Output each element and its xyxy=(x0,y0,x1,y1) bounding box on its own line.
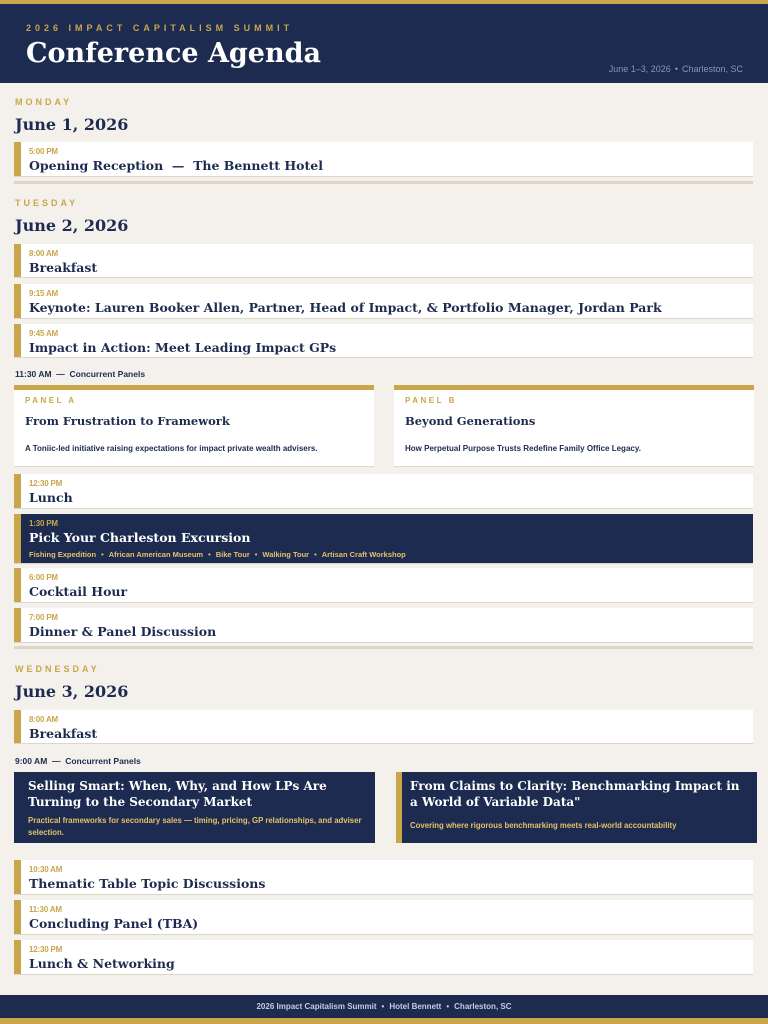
day-label-monday: MONDAY xyxy=(15,97,73,107)
panel-title: Selling Smart: When, Why, and How LPs Are Turning to the Secondary Market xyxy=(28,779,327,809)
agenda-item-dinner xyxy=(14,608,753,642)
agenda-item-lunch-networking xyxy=(14,940,753,974)
event-location: Charleston, SC xyxy=(681,64,743,74)
agenda-item-opening-reception xyxy=(14,142,753,176)
agenda-item-impact-in-action xyxy=(14,324,753,357)
item-title: Cocktail Hour xyxy=(29,584,128,599)
excursion-option: Fishing Expedition xyxy=(29,550,97,559)
agenda-item-cocktail-hour xyxy=(14,568,753,602)
item-time: 6:00 PM xyxy=(29,573,58,582)
item-title: Lunch & Networking xyxy=(29,956,175,971)
bottom-accent-rule xyxy=(0,1018,768,1024)
agenda-item-concluding-panel xyxy=(14,900,753,934)
separator-dot: • xyxy=(208,550,211,559)
day-divider xyxy=(14,181,753,184)
item-time: 12:30 PM xyxy=(29,479,63,488)
header-meta xyxy=(609,64,743,74)
excursion-option: Artisan Craft Workshop xyxy=(321,550,406,559)
panel-description: How Perpetual Purpose Trusts Redefine Family Office Legacy. xyxy=(405,444,641,453)
item-time: 7:00 PM xyxy=(29,613,58,622)
item-title: Breakfast xyxy=(29,726,98,741)
panel-benchmarking-impact xyxy=(396,772,757,843)
page-title: Conference Agenda xyxy=(26,38,321,69)
item-time: 1:30 PM xyxy=(29,519,58,528)
footer-venue: Hotel Bennett xyxy=(389,1002,442,1011)
page-footer xyxy=(0,995,768,1018)
separator-dot: • xyxy=(314,550,317,559)
item-title: Thematic Table Topic Discussions xyxy=(29,876,266,891)
panel-description: A Toniic-led initiative raising expectations for impact private wealth advisers. xyxy=(25,444,318,453)
agenda-item-breakfast xyxy=(14,244,753,277)
item-time: 9:45 AM xyxy=(29,329,58,338)
concurrent-panels-heading: 9:00 AM — Concurrent Panels xyxy=(15,756,141,766)
item-time: 5:00 PM xyxy=(29,147,58,156)
agenda-item-lunch xyxy=(14,474,753,508)
day-label-wednesday: WEDNESDAY xyxy=(15,664,100,674)
item-title: Dinner & Panel Discussion xyxy=(29,624,217,639)
item-title: Impact in Action: Meet Leading Impact GPs xyxy=(29,340,337,355)
agenda-item-excursion xyxy=(14,514,753,563)
panel-title: Beyond Generations xyxy=(405,414,536,428)
panel-a-card xyxy=(14,385,374,466)
agenda-item-breakfast xyxy=(14,710,753,743)
panel-description: Practical frameworks for secondary sales — timing, pricing, GP relationships, and adviser selection. xyxy=(28,816,362,837)
separator-dot: • xyxy=(101,550,104,559)
panel-title: From Frustration to Framework xyxy=(25,414,230,428)
panel-secondary-market xyxy=(14,772,375,843)
item-title: Keynote: Lauren Booker Allen, Partner, Head of Impact, & Portfolio Manager, Jordan Park xyxy=(29,300,662,315)
panel-label: PANEL A xyxy=(25,396,77,405)
panel-title: From Claims to Clarity: Benchmarking Impact in a World of Variable Data" xyxy=(410,779,740,809)
separator-dot: • xyxy=(446,1002,450,1011)
day-date-monday: June 1, 2026 xyxy=(15,115,129,134)
panel-b-card xyxy=(394,385,754,466)
footer-event: 2026 Impact Capitalism Summit xyxy=(256,1002,377,1011)
item-title: Pick Your Charleston Excursion xyxy=(29,530,251,545)
concurrent-panels-heading: 11:30 AM — Concurrent Panels xyxy=(15,369,146,379)
item-time: 11:30 AM xyxy=(29,905,62,914)
item-time: 9:15 AM xyxy=(29,289,58,298)
day-date-wednesday: June 3, 2026 xyxy=(15,682,129,701)
item-time: 8:00 AM xyxy=(29,715,58,724)
footer-city: Charleston, SC xyxy=(454,1002,512,1011)
day-label-tuesday: TUESDAY xyxy=(15,198,79,208)
item-title: Concluding Panel (TBA) xyxy=(29,916,199,931)
item-title: Lunch xyxy=(29,490,73,505)
separator-dot: • xyxy=(254,550,258,559)
panel-description: Covering where rigorous benchmarking meets real-world accountability xyxy=(410,821,677,830)
item-title: Breakfast xyxy=(29,260,98,275)
item-time: 8:00 AM xyxy=(29,249,58,258)
agenda-item-table-topics xyxy=(14,860,753,894)
page-header xyxy=(0,4,768,83)
separator-dot: • xyxy=(674,64,678,74)
item-time: 12:30 PM xyxy=(29,945,63,954)
excursion-option: African American Museum xyxy=(108,550,204,559)
item-time: 10:30 AM xyxy=(29,865,63,874)
day-date-tuesday: June 2, 2026 xyxy=(15,216,129,235)
summit-eyebrow: 2026 IMPACT CAPITALISM SUMMIT xyxy=(26,23,294,33)
agenda-item-keynote xyxy=(14,284,753,318)
excursion-option: Walking Tour xyxy=(262,550,310,559)
event-dates: June 1–3, 2026 xyxy=(608,64,671,74)
item-title: Opening Reception — The Bennett Hotel xyxy=(29,158,323,173)
excursion-option: Bike Tour xyxy=(215,550,250,559)
day-divider xyxy=(14,646,753,649)
panel-label: PANEL B xyxy=(405,396,457,405)
excursion-options xyxy=(29,550,406,559)
separator-dot: • xyxy=(381,1002,385,1011)
